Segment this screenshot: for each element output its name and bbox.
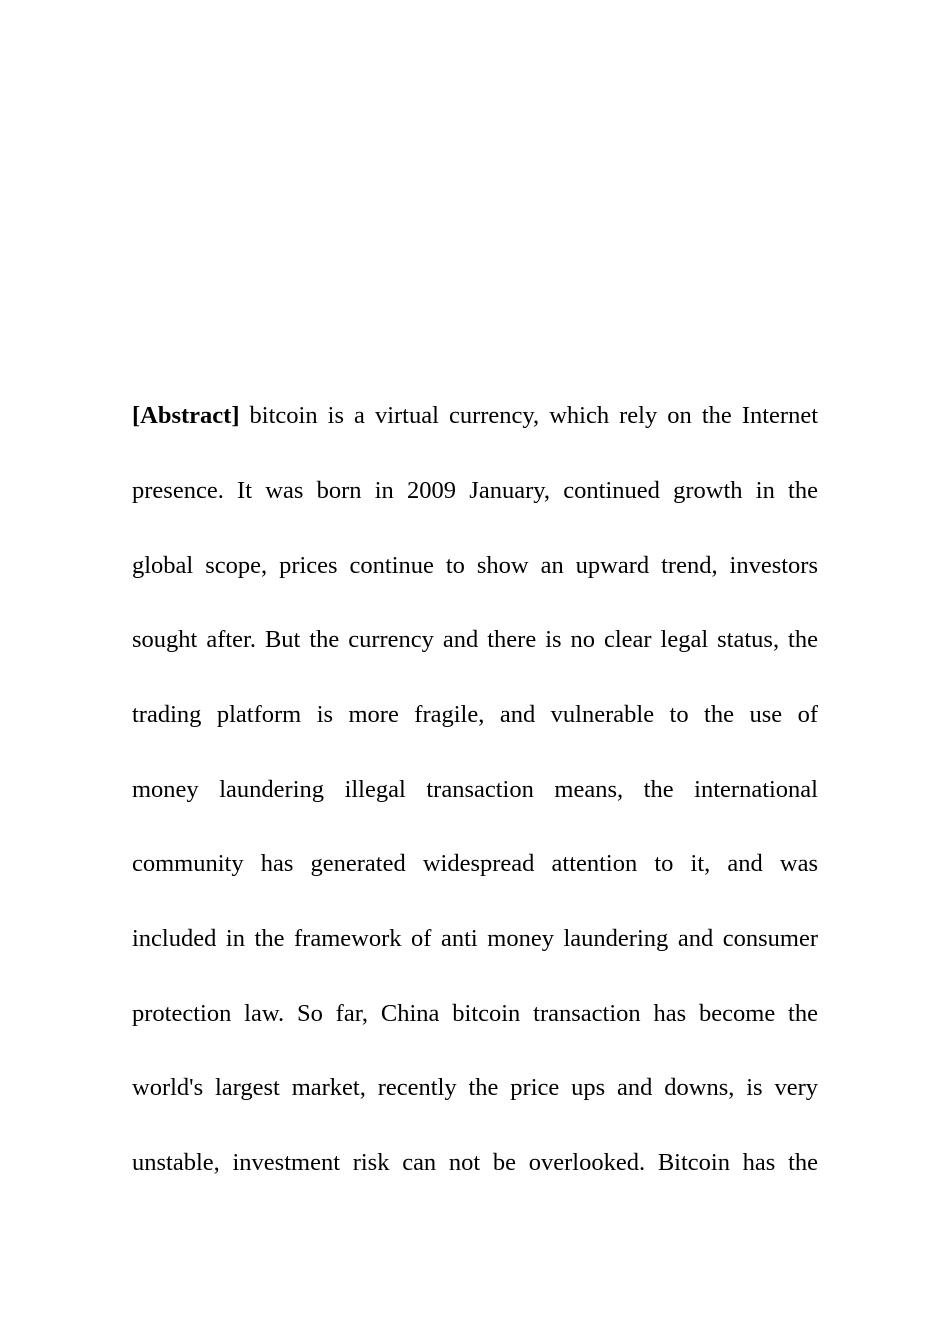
- abstract-line-2: presence. It was born in 2009 January, continued growth in the: [132, 477, 818, 504]
- abstract-line-6: money laundering illegal transaction means, the international: [132, 776, 818, 803]
- abstract-line-5: trading platform is more fragile, and vulnerable to the use of: [132, 701, 818, 728]
- abstract-line-1: [132, 401, 818, 431]
- abstract-line-10: world's largest market, recently the price ups and downs, is very: [132, 1074, 818, 1101]
- abstract-line-4: sought after. But the currency and there is no clear legal status, the: [132, 626, 818, 653]
- abstract-line-7: community has generated widespread attention to it, and was: [132, 850, 818, 877]
- abstract-line-8: included in the framework of anti money laundering and consumer: [132, 925, 818, 952]
- abstract-line-3: global scope, prices continue to show an upward trend, investors: [132, 552, 818, 579]
- abstract-line-9: protection law. So far, China bitcoin transaction has become the: [132, 1000, 818, 1027]
- abstract-line-11: unstable, investment risk can not be overlooked. Bitcoin has the: [132, 1149, 818, 1176]
- abstract-label: [Abstract]: [132, 402, 240, 429]
- abstract-line-1-text: bitcoin is a virtual currency, which rely on the Internet: [239, 402, 818, 429]
